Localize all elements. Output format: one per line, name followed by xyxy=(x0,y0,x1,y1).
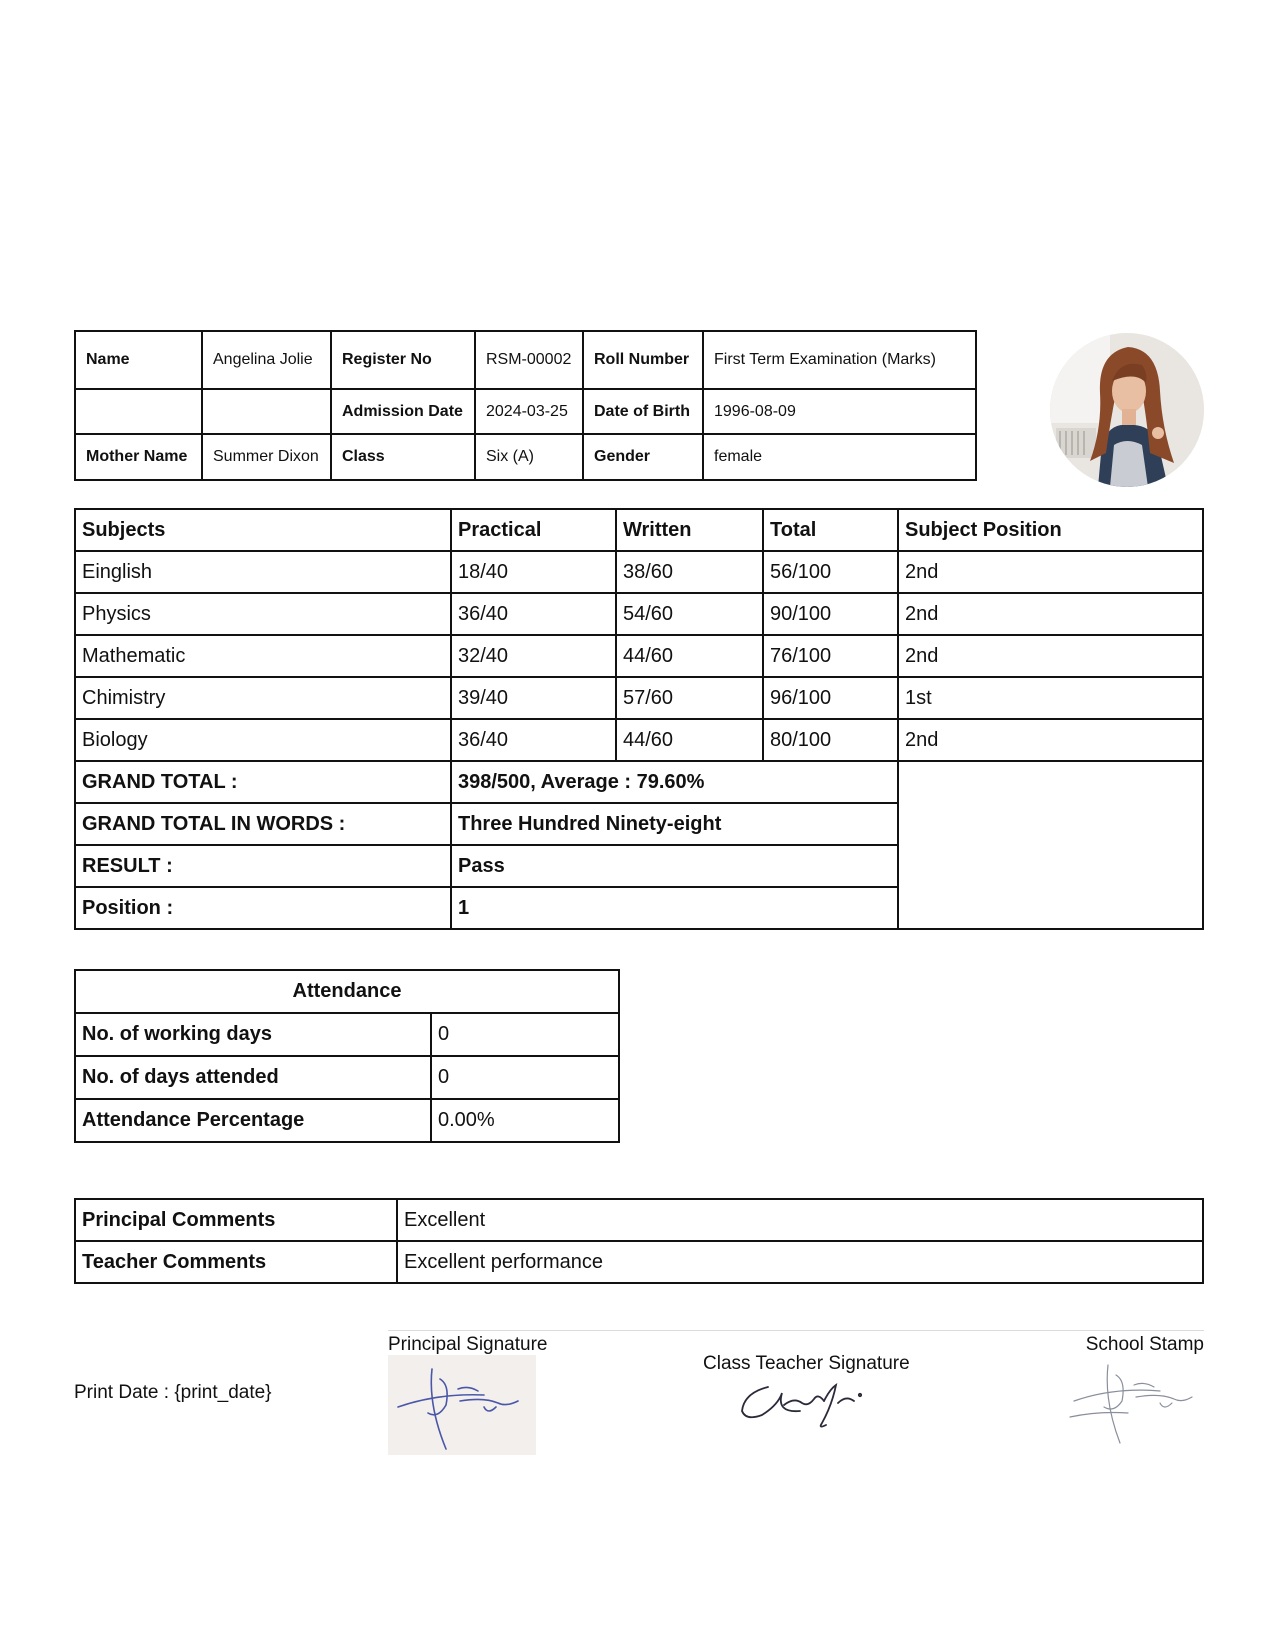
table-row xyxy=(75,719,1203,761)
dob: 1996-08-09 xyxy=(703,389,976,434)
principal-comments-value: Excellent xyxy=(397,1199,1203,1241)
header-total: Total xyxy=(763,509,898,551)
practical-cell: 36/40 xyxy=(451,593,616,635)
position-label: Position : xyxy=(75,887,451,929)
attendance-table xyxy=(74,969,620,1143)
attendance-title: Attendance xyxy=(75,970,619,1013)
footer-divider xyxy=(388,1330,1204,1331)
total-cell: 76/100 xyxy=(763,635,898,677)
grand-total-label: GRAND TOTAL : xyxy=(75,761,451,803)
header-subjects: Subjects xyxy=(75,509,451,551)
subject-cell: Einglish xyxy=(75,551,451,593)
name-label: Name xyxy=(75,331,202,389)
empty-cell xyxy=(75,389,202,434)
subject-cell: Biology xyxy=(75,719,451,761)
dob-label: Date of Birth xyxy=(583,389,703,434)
working-days-value: 0 xyxy=(431,1013,619,1056)
subject-cell: Physics xyxy=(75,593,451,635)
class-value: Six (A) xyxy=(475,434,583,480)
practical-cell: 36/40 xyxy=(451,719,616,761)
total-cell: 96/100 xyxy=(763,677,898,719)
written-cell: 38/60 xyxy=(616,551,763,593)
student-name: Angelina Jolie xyxy=(202,331,331,389)
written-cell: 57/60 xyxy=(616,677,763,719)
attendance-percentage-value: 0.00% xyxy=(431,1099,619,1142)
result-label: RESULT : xyxy=(75,845,451,887)
table-row xyxy=(75,551,1203,593)
roll-label: Roll Number xyxy=(583,331,703,389)
subject-cell: Chimistry xyxy=(75,677,451,719)
position-cell: 2nd xyxy=(898,719,1203,761)
total-cell: 56/100 xyxy=(763,551,898,593)
attendance-percentage-label: Attendance Percentage xyxy=(75,1099,431,1142)
print-date: Print Date : {print_date} xyxy=(74,1382,272,1403)
position-cell: 2nd xyxy=(898,551,1203,593)
written-cell: 44/60 xyxy=(616,719,763,761)
marks-table xyxy=(74,508,1204,930)
position-cell: 1st xyxy=(898,677,1203,719)
result-value: Pass xyxy=(451,845,898,887)
written-cell: 54/60 xyxy=(616,593,763,635)
empty-summary-cell xyxy=(898,761,1203,929)
total-cell: 90/100 xyxy=(763,593,898,635)
gender: female xyxy=(703,434,976,480)
total-cell: 80/100 xyxy=(763,719,898,761)
class-teacher-signature-label: Class Teacher Signature xyxy=(703,1353,910,1374)
written-cell: 44/60 xyxy=(616,635,763,677)
table-row xyxy=(75,635,1203,677)
teacher-comments-label: Teacher Comments xyxy=(75,1241,397,1283)
exam-name: First Term Examination (Marks) xyxy=(703,331,976,389)
teacher-comments-value: Excellent performance xyxy=(397,1241,1203,1283)
header-subject-position: Subject Position xyxy=(898,509,1203,551)
class-teacher-signature xyxy=(738,1375,868,1435)
days-attended-label: No. of days attended xyxy=(75,1056,431,1099)
days-attended-value: 0 xyxy=(431,1056,619,1099)
grand-total-words-value: Three Hundred Ninety-eight xyxy=(451,803,898,845)
header-written: Written xyxy=(616,509,763,551)
school-stamp-label: School Stamp xyxy=(1085,1334,1204,1355)
practical-cell: 18/40 xyxy=(451,551,616,593)
class-label: Class xyxy=(331,434,475,480)
grand-total-words-label: GRAND TOTAL IN WORDS : xyxy=(75,803,451,845)
register-no: RSM-00002 xyxy=(475,331,583,389)
working-days-label: No. of working days xyxy=(75,1013,431,1056)
header-practical: Practical xyxy=(451,509,616,551)
student-photo xyxy=(1050,333,1204,487)
gender-label: Gender xyxy=(583,434,703,480)
admission-date: 2024-03-25 xyxy=(475,389,583,434)
mother-label: Mother Name xyxy=(75,434,202,480)
school-stamp xyxy=(1068,1355,1196,1450)
position-cell: 2nd xyxy=(898,635,1203,677)
admission-label: Admission Date xyxy=(331,389,475,434)
table-row xyxy=(75,593,1203,635)
empty-cell xyxy=(202,389,331,434)
mother-name: Summer Dixon xyxy=(202,434,331,480)
principal-signature-label: Principal Signature xyxy=(388,1334,548,1355)
student-info-table xyxy=(74,330,977,481)
principal-signature xyxy=(388,1355,536,1455)
position-cell: 2nd xyxy=(898,593,1203,635)
principal-comments-label: Principal Comments xyxy=(75,1199,397,1241)
subject-cell: Mathematic xyxy=(75,635,451,677)
grand-total-value: 398/500, Average : 79.60% xyxy=(451,761,898,803)
practical-cell: 39/40 xyxy=(451,677,616,719)
register-label: Register No xyxy=(331,331,475,389)
comments-table xyxy=(74,1198,1204,1284)
practical-cell: 32/40 xyxy=(451,635,616,677)
position-value: 1 xyxy=(451,887,898,929)
table-row xyxy=(75,677,1203,719)
